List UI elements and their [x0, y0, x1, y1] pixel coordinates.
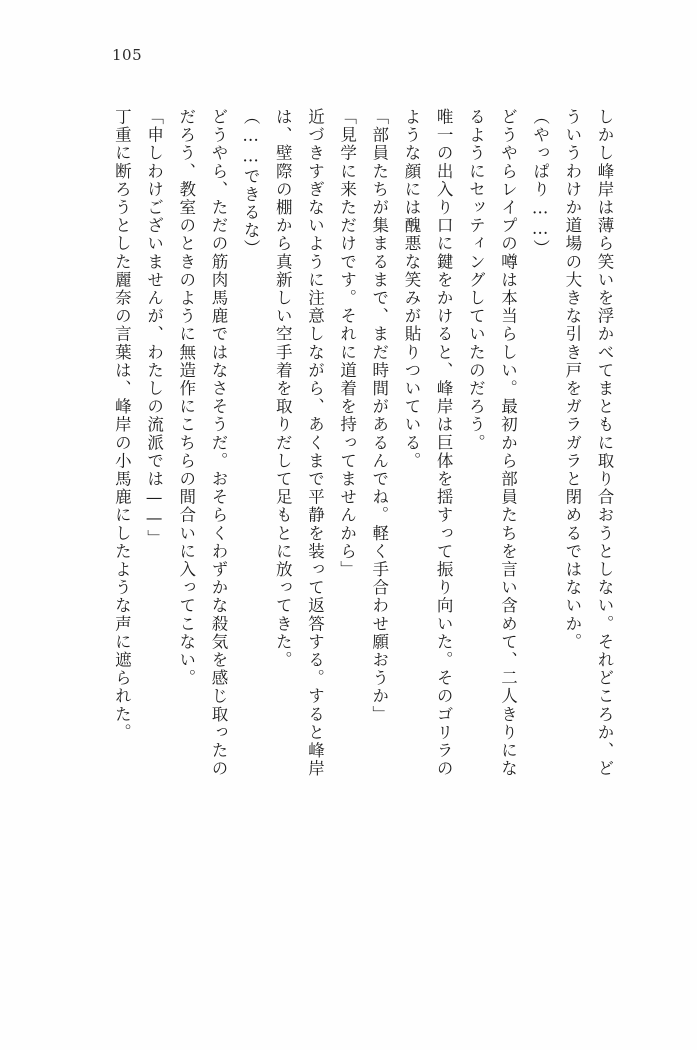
page-body-text [90, 108, 620, 913]
text-line: （……できるな） [241, 108, 261, 258]
text-line: ような顔には醜悪な笑みが貼りついている。 [401, 108, 421, 470]
text-line: だろう、教室のときのように無造作にこちらの間合いに入ってこない。 [176, 108, 196, 688]
text-line: 「部員たちが集まるまで、まだ時間があるんでね。軽く手合わせ願おうか」 [369, 108, 389, 724]
text-line: （やっぱり……） [530, 108, 550, 258]
text-line: どうやらレイプの噂は本当らしい。最初から部員たちを言い含めて、二人きりにな [498, 108, 518, 778]
text-line: るようにセッティングしていたのだろう。 [466, 108, 486, 452]
text-line: しかし峰岸は薄ら笑いを浮かべてまともに取り合おうとしない。それどころか、ど [595, 108, 614, 778]
text-line: 「申しわけございませんが、わたしの流派では——」 [144, 108, 164, 548]
page-number: 105 [112, 46, 143, 64]
text-line: 唯一の出入り口に鍵をかけると、峰岸は巨体を揺すって振り向いた。そのゴリラの [434, 108, 454, 778]
text-line: 「見学に来ただけです。それに道着を持ってませんから」 [337, 108, 357, 579]
text-line: は、壁際の棚から真新しい空手着を取りだして足もとに放ってきた。 [273, 108, 293, 670]
text-line: 近づきすぎないように注意しながら、あくまで平静を装って返答する。すると峰岸 [305, 108, 325, 778]
text-line: 丁重に断ろうとした麗奈の言葉は、峰岸の小馬鹿にしたような声に遮られた。 [112, 108, 132, 742]
text-line: ういうわけか道場の大きな引き戸をガラガラと閉めるではないか。 [562, 108, 582, 651]
text-line: どうやら、ただの筋肉馬鹿ではなさそうだ。おそらくわずかな殺気を感じ取ったの [208, 108, 228, 778]
